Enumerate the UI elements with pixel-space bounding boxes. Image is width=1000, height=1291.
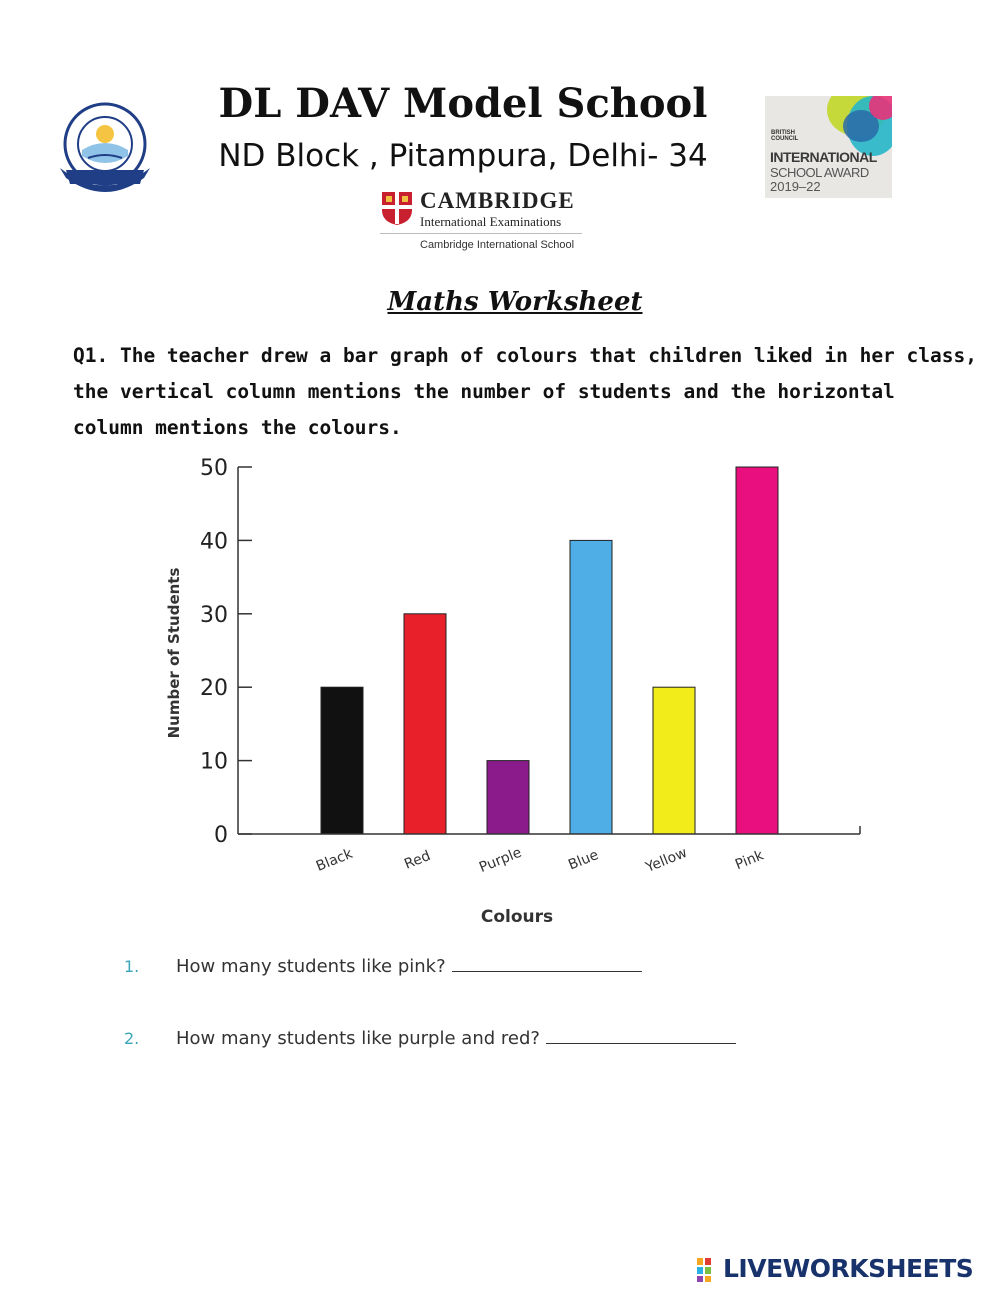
cambridge-crest-icon — [380, 190, 414, 226]
school-logo — [52, 98, 158, 198]
award-org-line-1: BRITISH — [771, 130, 795, 136]
answer-blank[interactable] — [452, 953, 642, 972]
award-org-line-2: COUNCIL — [771, 136, 799, 142]
cambridge-tagline: Cambridge International School — [420, 239, 575, 251]
sub-question-number: 2. — [124, 1029, 140, 1048]
y-tick-label: 0 — [214, 823, 228, 848]
british-council-label — [771, 130, 798, 142]
cambridge-logo — [380, 188, 590, 258]
bar-yellow — [653, 687, 695, 834]
international-school-award-badge — [765, 96, 892, 198]
y-tick-label: 30 — [200, 602, 228, 628]
bar-chart — [0, 440, 1000, 940]
award-line-2: SCHOOL AWARD — [770, 165, 869, 180]
bar-black — [321, 687, 363, 834]
answer-blank[interactable] — [546, 1025, 736, 1044]
question-line: Q1. The teacher drew a bar graph of colours that children liked in her class, — [73, 344, 977, 367]
y-tick-label: 20 — [200, 676, 228, 702]
sub-question-1 — [124, 953, 642, 977]
school-address: ND Block , Pitampura, Delhi- 34 — [218, 138, 708, 174]
question-text — [73, 338, 977, 446]
award-line-1: INTERNATIONAL — [770, 149, 877, 165]
bar-red — [404, 614, 446, 834]
award-years: 2019–22 — [770, 179, 821, 194]
liveworksheets-brand: LIVEWORKSHEETS — [723, 1254, 974, 1283]
question-line: the vertical column mentions the number of students and the horizontal — [73, 380, 895, 403]
sub-question-text: How many students like purple and red? — [176, 1028, 540, 1049]
y-tick-label: 50 — [200, 456, 228, 481]
sub-question-text: How many students like pink? — [176, 956, 446, 977]
sub-question-2 — [124, 1025, 736, 1049]
question-line: column mentions the colours. — [73, 416, 402, 439]
bars — [321, 467, 778, 834]
y-axis — [200, 456, 252, 848]
x-axis-label: Colours — [480, 907, 554, 927]
bar-purple — [487, 761, 529, 834]
x-tick-label: Black — [313, 845, 356, 875]
bar-pink — [736, 467, 778, 834]
x-tick-label: Blue — [566, 847, 601, 874]
liveworksheets-logo — [697, 1256, 997, 1286]
x-tick-label: Yellow — [643, 844, 690, 876]
bar-blue — [570, 540, 612, 834]
school-name: DL DAV Model School — [218, 80, 708, 127]
y-tick-label: 40 — [200, 529, 228, 555]
liveworksheets-grid-icon — [697, 1258, 719, 1282]
x-tick-label: Red — [402, 847, 433, 873]
cambridge-subtitle: International Examinations — [420, 214, 562, 229]
y-axis-label: Number of Students — [165, 567, 183, 739]
worksheet-title: Maths Worksheet — [387, 287, 643, 317]
x-tick-label: Pink — [733, 847, 766, 874]
sub-question-number: 1. — [124, 957, 140, 976]
cambridge-brand: CAMBRIDGE — [420, 188, 575, 213]
x-tick-label: Purple — [477, 844, 524, 876]
cambridge-divider — [380, 233, 582, 234]
y-tick-label: 10 — [200, 749, 228, 775]
x-axis — [238, 826, 860, 876]
